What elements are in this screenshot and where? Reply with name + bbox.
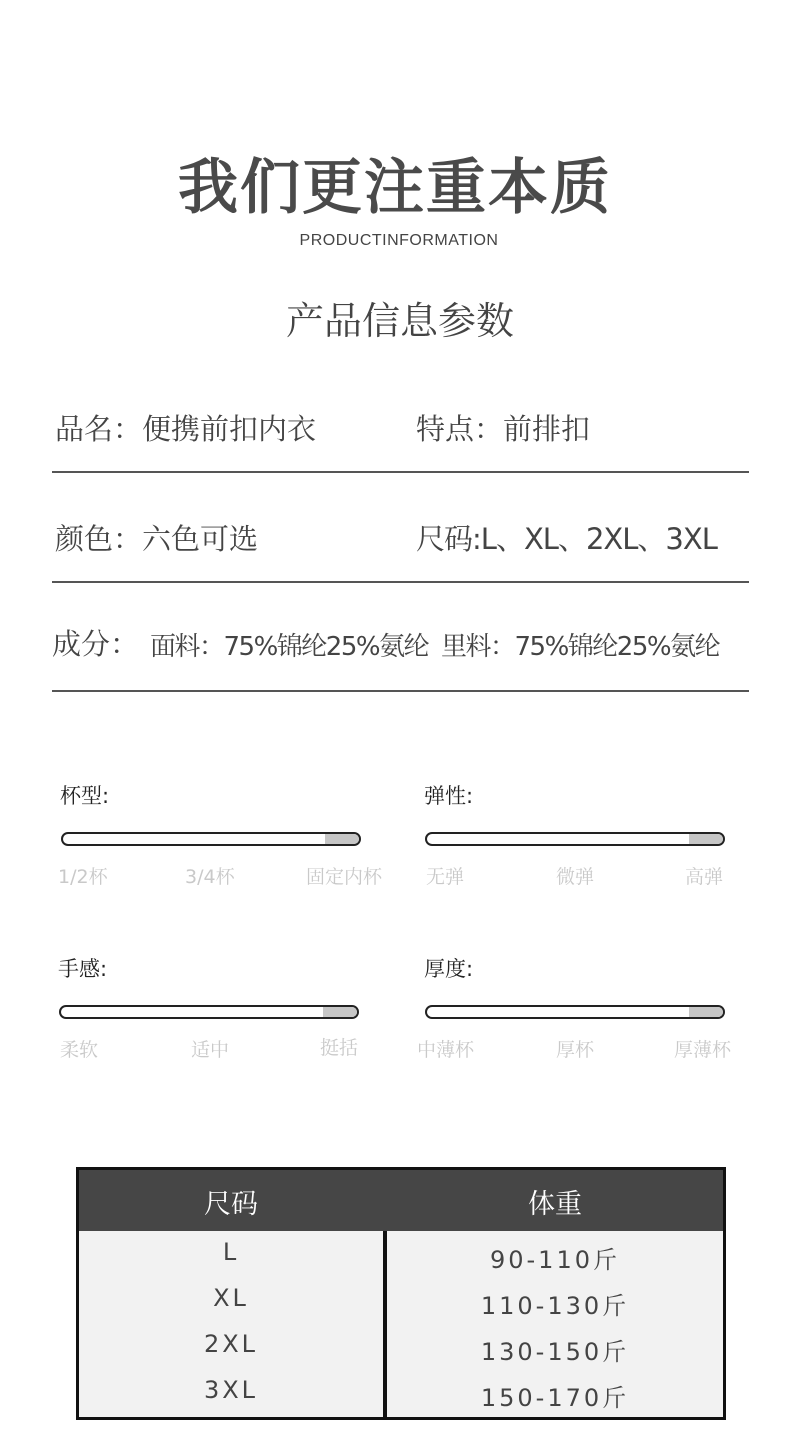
tick-label: 3/4杯 [185,866,235,888]
spec-composition-label: 成分： [52,627,140,661]
spec-name-value: 便携前扣内衣 [142,412,317,446]
tick-label: 厚杯 [556,1039,595,1061]
spec-lining-label: 里料： [441,632,515,662]
table-cell-size: 2XL [203,1330,259,1358]
spec-name-label: 品名： [55,412,143,446]
spec-size-value: L、XL、2XL、3XL [480,522,717,556]
tick-label: 微弹 [556,866,595,888]
tick-label: 柔软 [60,1039,99,1061]
spec-color [55,517,258,558]
tick-label: 1/2杯 [58,866,108,888]
table-cell-weight: 150-170斤 [480,1384,630,1412]
spec-lining [441,626,719,663]
page-title: 我们更注重本质 [178,153,612,223]
slider-thumb [689,834,723,844]
table-header [79,1170,723,1231]
attr-title-elasticity: 弹性: [424,784,474,808]
spec-composition [52,622,139,663]
attr-title-thickness: 厚度: [424,957,474,981]
spec-feature [416,407,590,448]
slider-thumb [689,1007,723,1017]
slider-elasticity [425,832,725,846]
spec-size-label: 尺码: [416,522,481,556]
tick-label: 厚薄杯 [674,1039,732,1061]
page-subtitle: PRODUCTINFORMATION [299,232,499,249]
table-cell-weight: 90-110斤 [489,1246,620,1274]
tick-label: 挺括 [320,1037,359,1059]
tick-label: 固定内杯 [306,866,383,888]
attr-title-cup: 杯型: [60,784,110,808]
section-title: 产品信息参数 [285,299,514,343]
tick-label: 中薄杯 [417,1039,475,1061]
spec-outer-fabric [150,626,428,663]
spec-color-value: 六色可选 [142,522,259,556]
slider-cup [61,832,361,846]
spec-feature-label: 特点： [416,412,504,446]
divider [52,581,749,583]
spec-lining-value: 75%锦纶25%氨纶 [514,632,720,662]
slider-thumb [323,1007,357,1017]
table-cell-size: L [222,1238,240,1266]
divider [52,471,749,473]
table-cell-weight: 130-150斤 [480,1338,630,1366]
divider [52,690,749,692]
spec-feature-value: 前排扣 [503,412,591,446]
spec-outer-label: 面料： [150,632,224,662]
spec-size [416,517,717,558]
slider-thickness [425,1005,725,1019]
tick-label: 适中 [191,1039,230,1061]
slider-thumb [325,834,359,844]
attr-title-feel: 手感: [58,957,108,981]
table-header-weight: 体重 [528,1189,582,1220]
spec-color-label: 颜色： [55,522,143,556]
table-cell-size: 3XL [203,1376,259,1404]
table-cell-size: XL [213,1284,249,1312]
spec-outer-value: 75%锦纶25%氨纶 [223,632,429,662]
tick-label: 高弹 [685,866,724,888]
spec-name [55,407,316,448]
table-cell-weight: 110-130斤 [480,1292,630,1320]
size-table [76,1167,726,1420]
slider-feel [59,1005,359,1019]
table-header-size: 尺码 [204,1189,258,1220]
tick-label: 无弹 [426,866,465,888]
